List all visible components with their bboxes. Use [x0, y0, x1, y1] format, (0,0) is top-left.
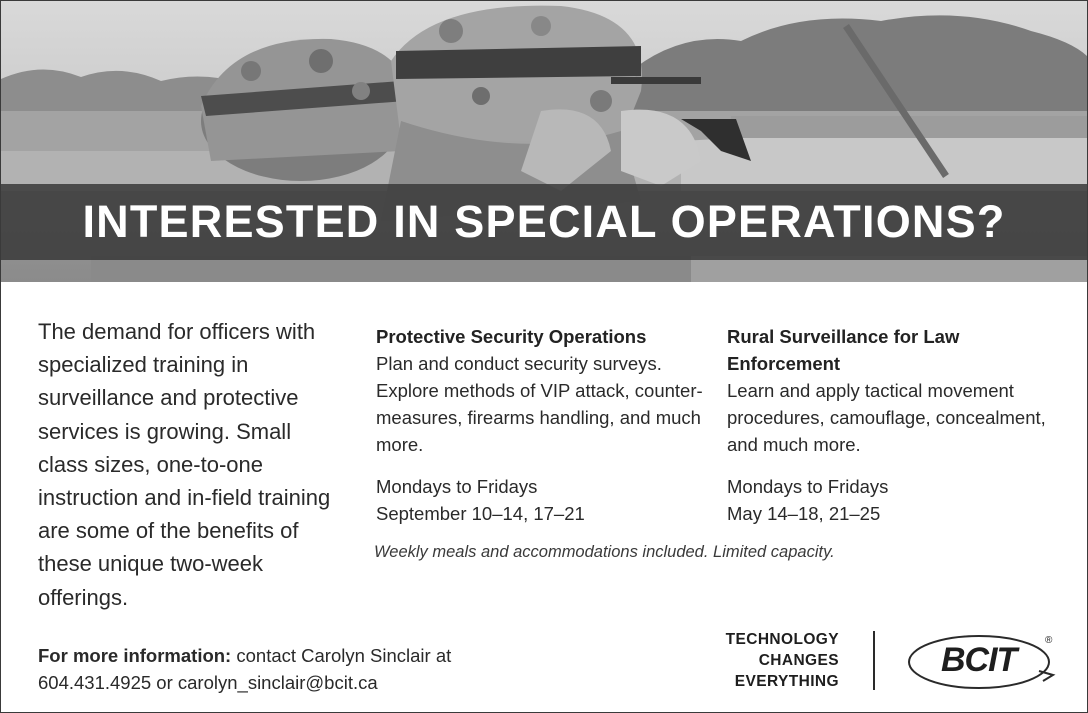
contact-phone-email[interactable]: 604.431.4925 or carolyn_sinclair@bcit.ca [38, 672, 378, 693]
course-schedule [376, 473, 706, 527]
logo-text: BCIT [941, 641, 1017, 679]
headline-banner [1, 184, 1087, 260]
headline: INTERESTED IN SPECIAL OPERATIONS? [82, 196, 1006, 247]
course-schedule [727, 473, 1057, 527]
intro-paragraph: The demand for officers with specialized training in surveillance and protective services is growing. Small class sizes, one-to-one instruction and in-field training are some of the benefits of these unique two-week offerings. [38, 319, 331, 610]
course-title: Rural Surveillance for Law Enforcement [727, 326, 960, 374]
capacity-note: Weekly meals and accommodations included. Limited capacity. [374, 543, 835, 561]
course-days: Mondays to Fridays [376, 476, 538, 497]
course-dates: September 10–14, 17–21 [376, 503, 585, 524]
divider [873, 631, 875, 690]
logo-registered-mark: ® [1045, 635, 1053, 646]
tagline-line: TECHNOLOGY [725, 631, 839, 648]
course-protective-security [376, 323, 706, 527]
contact-label: For more information: [38, 645, 232, 666]
course-title: Protective Security Operations [376, 326, 647, 347]
contact-info [38, 642, 451, 696]
hero-photo [1, 1, 1087, 282]
contact-name: contact Carolyn Sinclair at [231, 645, 452, 666]
course-days: Mondays to Fridays [727, 476, 889, 497]
course-description: Learn and apply tactical movement procedures, camouflage, concealment, and much more. [727, 380, 1046, 455]
course-description: Plan and conduct security surveys. Explore methods of VIP attack, counter-measures, firearms handling, and much more. [376, 353, 703, 455]
tagline-line: EVERYTHING [734, 673, 839, 690]
tagline-line: CHANGES [758, 652, 839, 669]
course-dates: May 14–18, 21–25 [727, 503, 881, 524]
bcit-logo-icon [907, 629, 1057, 693]
tagline [701, 629, 839, 692]
course-rural-surveillance [727, 323, 1057, 527]
